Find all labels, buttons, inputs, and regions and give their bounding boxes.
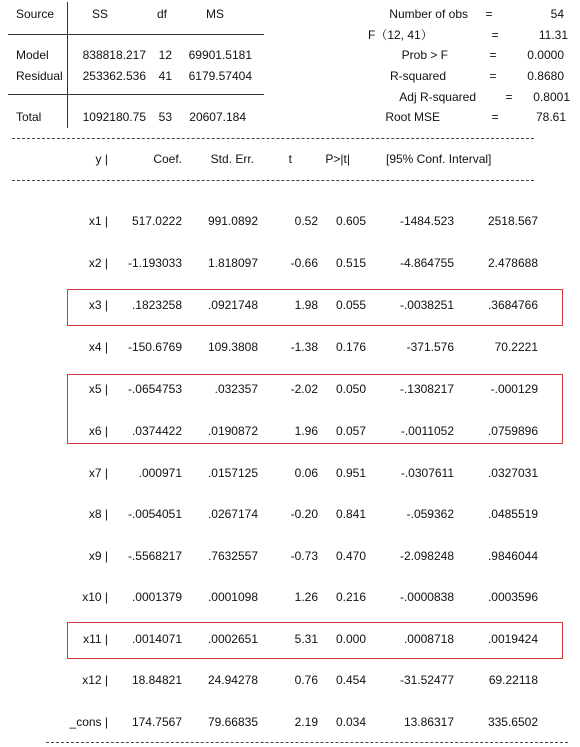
coef-header-t: t — [288, 152, 292, 166]
coef-header-var: y | — [95, 152, 108, 166]
anova-header-ss: SS — [91, 7, 108, 21]
coef-cell-t: -0.73 — [290, 549, 318, 563]
coef-cell-coef: .0001379 — [131, 590, 182, 604]
coef-cell-se: 991.0892 — [207, 214, 258, 228]
coef-cell-lo: -4.864755 — [399, 256, 454, 270]
coef-top-rule — [12, 138, 534, 139]
coef-cell-coef: -.5568217 — [127, 549, 182, 563]
fit-stat-eq: = — [491, 110, 499, 124]
coef-cell-var: x10 | — [82, 590, 108, 604]
table-row — [0, 590, 580, 604]
coef-cell-se: .0921748 — [207, 298, 258, 312]
coef-cell-p: 0.034 — [335, 715, 366, 729]
coef-header-rule — [12, 180, 534, 181]
table-row — [0, 549, 580, 563]
coef-cell-p: 0.454 — [335, 673, 366, 687]
coef-cell-var: x5 | — [88, 382, 108, 396]
coef-cell-lo: -.0307611 — [400, 466, 454, 480]
coef-header-p: P>|t| — [325, 152, 350, 166]
coef-cell-var: x11 | — [83, 632, 108, 646]
anova-residual-df: 41 — [158, 69, 172, 83]
coef-cell-var: x4 | — [88, 340, 108, 354]
coef-cell-t: -0.20 — [290, 507, 318, 521]
coef-cell-p: 0.605 — [335, 214, 366, 228]
coef-cell-hi: .0485519 — [487, 507, 538, 521]
coef-cell-hi: .0003596 — [487, 590, 538, 604]
coef-cell-coef: -150.6769 — [127, 340, 182, 354]
coef-cell-coef: .0014071 — [131, 632, 182, 646]
coef-cell-lo: .0008718 — [403, 632, 454, 646]
fit-stat-value: 54 — [550, 7, 564, 21]
anova-total-source: Total — [16, 110, 42, 124]
anova-residual-source: Residual — [16, 69, 63, 83]
coef-cell-t: 1.26 — [294, 590, 318, 604]
fit-stat-label: Root MSE — [385, 110, 440, 124]
table-row — [0, 256, 580, 270]
fit-stat-eq: = — [489, 69, 497, 83]
coef-cell-t: 2.19 — [294, 715, 318, 729]
coef-cell-p: 0.057 — [335, 424, 366, 438]
coef-cell-hi: 2.478688 — [487, 256, 538, 270]
coef-cell-t: 0.52 — [294, 214, 318, 228]
anova-residual-ms: 6179.57404 — [188, 69, 252, 83]
coef-cell-p: 0.000 — [335, 632, 366, 646]
anova-column-divider — [67, 2, 68, 128]
coef-cell-p: 0.055 — [335, 298, 366, 312]
coef-cell-coef: 517.0222 — [131, 214, 182, 228]
coef-cell-hi: -.000129 — [490, 382, 538, 396]
coef-cell-hi: .9846044 — [487, 549, 538, 563]
table-row — [0, 715, 580, 729]
coef-cell-var: x1 | — [88, 214, 108, 228]
anova-total-ss: 1092180.75 — [82, 110, 146, 124]
anova-model-ss: 838818.217 — [82, 48, 146, 62]
coef-header-coef: Coef. — [153, 152, 182, 166]
coef-cell-se: 109.3808 — [207, 340, 258, 354]
anova-total-ms: 20607.184 — [189, 110, 246, 124]
highlight-box-x3 — [67, 289, 563, 326]
coef-header-se: Std. Err. — [210, 152, 254, 166]
anova-model-df: 12 — [158, 48, 172, 62]
coef-cell-lo: -371.576 — [406, 340, 454, 354]
coef-cell-coef: -.0054051 — [127, 507, 182, 521]
coef-cell-hi: 2518.567 — [487, 214, 538, 228]
coef-cell-hi: 69.22118 — [488, 673, 538, 687]
coef-cell-coef: .1823258 — [131, 298, 182, 312]
coef-bottom-rule — [46, 742, 568, 743]
coef-cell-p: 0.176 — [335, 340, 366, 354]
fit-stat-value: 78.61 — [535, 110, 566, 124]
anova-model-ms: 69901.5181 — [188, 48, 252, 62]
coef-cell-t: 1.98 — [294, 298, 318, 312]
coef-cell-coef: 174.7567 — [131, 715, 182, 729]
anova-model-source: Model — [16, 48, 49, 62]
fit-stat-value: 0.8001 — [533, 90, 570, 104]
coef-cell-se: 24.94278 — [207, 673, 258, 687]
coef-cell-lo: -.0000838 — [399, 590, 454, 604]
coef-cell-var: x2 | — [88, 256, 108, 270]
fit-stat-label: Prob > F — [401, 48, 448, 62]
coef-cell-se: .0190872 — [207, 424, 258, 438]
fit-stat-eq: = — [485, 7, 493, 21]
coef-cell-coef: .000971 — [138, 466, 182, 480]
coef-cell-var: _cons | — [69, 715, 108, 729]
coef-cell-t: 0.06 — [294, 466, 318, 480]
anova-total-df: 53 — [158, 110, 172, 124]
fit-stat-label: Number of obs — [389, 7, 468, 21]
anova-header-rule — [8, 34, 264, 35]
fit-stat-eq: = — [489, 48, 497, 62]
coef-cell-se: .0267174 — [207, 507, 258, 521]
table-row — [0, 214, 580, 228]
fit-stat-label: R-squared — [389, 69, 446, 83]
coef-cell-coef: .0374422 — [131, 424, 182, 438]
coef-cell-t: 5.31 — [294, 632, 318, 646]
coef-cell-se: .0157125 — [207, 466, 258, 480]
fit-stat-value: 0.0000 — [527, 48, 564, 62]
coef-cell-hi: .3684766 — [487, 298, 538, 312]
table-row — [0, 466, 580, 480]
coef-cell-lo: -2.098248 — [399, 549, 454, 563]
coef-cell-var: x3 | — [88, 298, 108, 312]
coef-cell-se: .7632557 — [207, 549, 258, 563]
coef-cell-p: 0.050 — [335, 382, 366, 396]
anova-total-rule — [8, 94, 264, 95]
coef-cell-hi: 70.2221 — [494, 340, 538, 354]
coef-cell-hi: .0019424 — [487, 632, 538, 646]
coef-cell-coef: -1.193033 — [127, 256, 182, 270]
coef-cell-lo: -.0038251 — [399, 298, 454, 312]
anova-header-source: Source — [16, 7, 55, 21]
coef-cell-t: -1.38 — [290, 340, 318, 354]
anova-header-ms: MS — [206, 7, 224, 21]
coef-cell-se: 79.66835 — [207, 715, 258, 729]
coef-cell-hi: 335.6502 — [487, 715, 538, 729]
coef-cell-se: .032357 — [214, 382, 258, 396]
coef-cell-t: 0.76 — [294, 673, 318, 687]
coef-cell-var: x6 | — [88, 424, 108, 438]
coef-cell-coef: -.0654753 — [127, 382, 182, 396]
table-row — [0, 340, 580, 354]
coef-cell-se: .0002651 — [207, 632, 258, 646]
fit-stat-value: 0.8680 — [527, 69, 564, 83]
coef-header-ci: [95% Conf. Interval] — [386, 152, 492, 166]
coef-cell-p: 0.216 — [335, 590, 366, 604]
coef-cell-p: 0.470 — [335, 549, 366, 563]
coef-cell-lo: 13.86317 — [403, 715, 454, 729]
coef-cell-var: x12 | — [82, 673, 108, 687]
fit-stat-label: F（12, 41） — [368, 28, 433, 42]
coef-cell-p: 0.841 — [335, 507, 366, 521]
coef-cell-se: 1.818097 — [207, 256, 258, 270]
highlight-box-x5-x6 — [67, 374, 563, 444]
coef-cell-se: .0001098 — [207, 590, 258, 604]
coef-cell-var: x8 | — [88, 507, 108, 521]
fit-stat-value: 11.31 — [538, 28, 568, 42]
coef-cell-hi: .0759896 — [487, 424, 538, 438]
table-row — [0, 507, 580, 521]
coef-cell-t: -2.02 — [290, 382, 318, 396]
fit-stat-eq: = — [491, 28, 499, 42]
coef-cell-lo: -31.52477 — [399, 673, 454, 687]
coef-cell-t: -0.66 — [290, 256, 318, 270]
coef-cell-p: 0.515 — [335, 256, 366, 270]
fit-stat-label: Adj R-squared — [399, 90, 476, 104]
fit-stat-eq: = — [505, 90, 513, 104]
anova-header-df: df — [156, 7, 167, 21]
anova-residual-ss: 253362.536 — [82, 69, 146, 83]
coef-cell-p: 0.951 — [335, 466, 366, 480]
coef-cell-hi: .0327031 — [487, 466, 538, 480]
coef-cell-var: x9 | — [88, 549, 108, 563]
coef-cell-lo: -.0011052 — [400, 424, 454, 438]
highlight-box-x11 — [67, 622, 563, 659]
coef-cell-lo: -1484.523 — [399, 214, 454, 228]
table-row — [0, 673, 580, 687]
coef-cell-t: 1.96 — [294, 424, 318, 438]
coef-cell-lo: -.1308217 — [399, 382, 454, 396]
coef-cell-var: x7 | — [88, 466, 108, 480]
coef-cell-lo: -.059362 — [406, 507, 454, 521]
coef-cell-coef: 18.84821 — [131, 673, 182, 687]
